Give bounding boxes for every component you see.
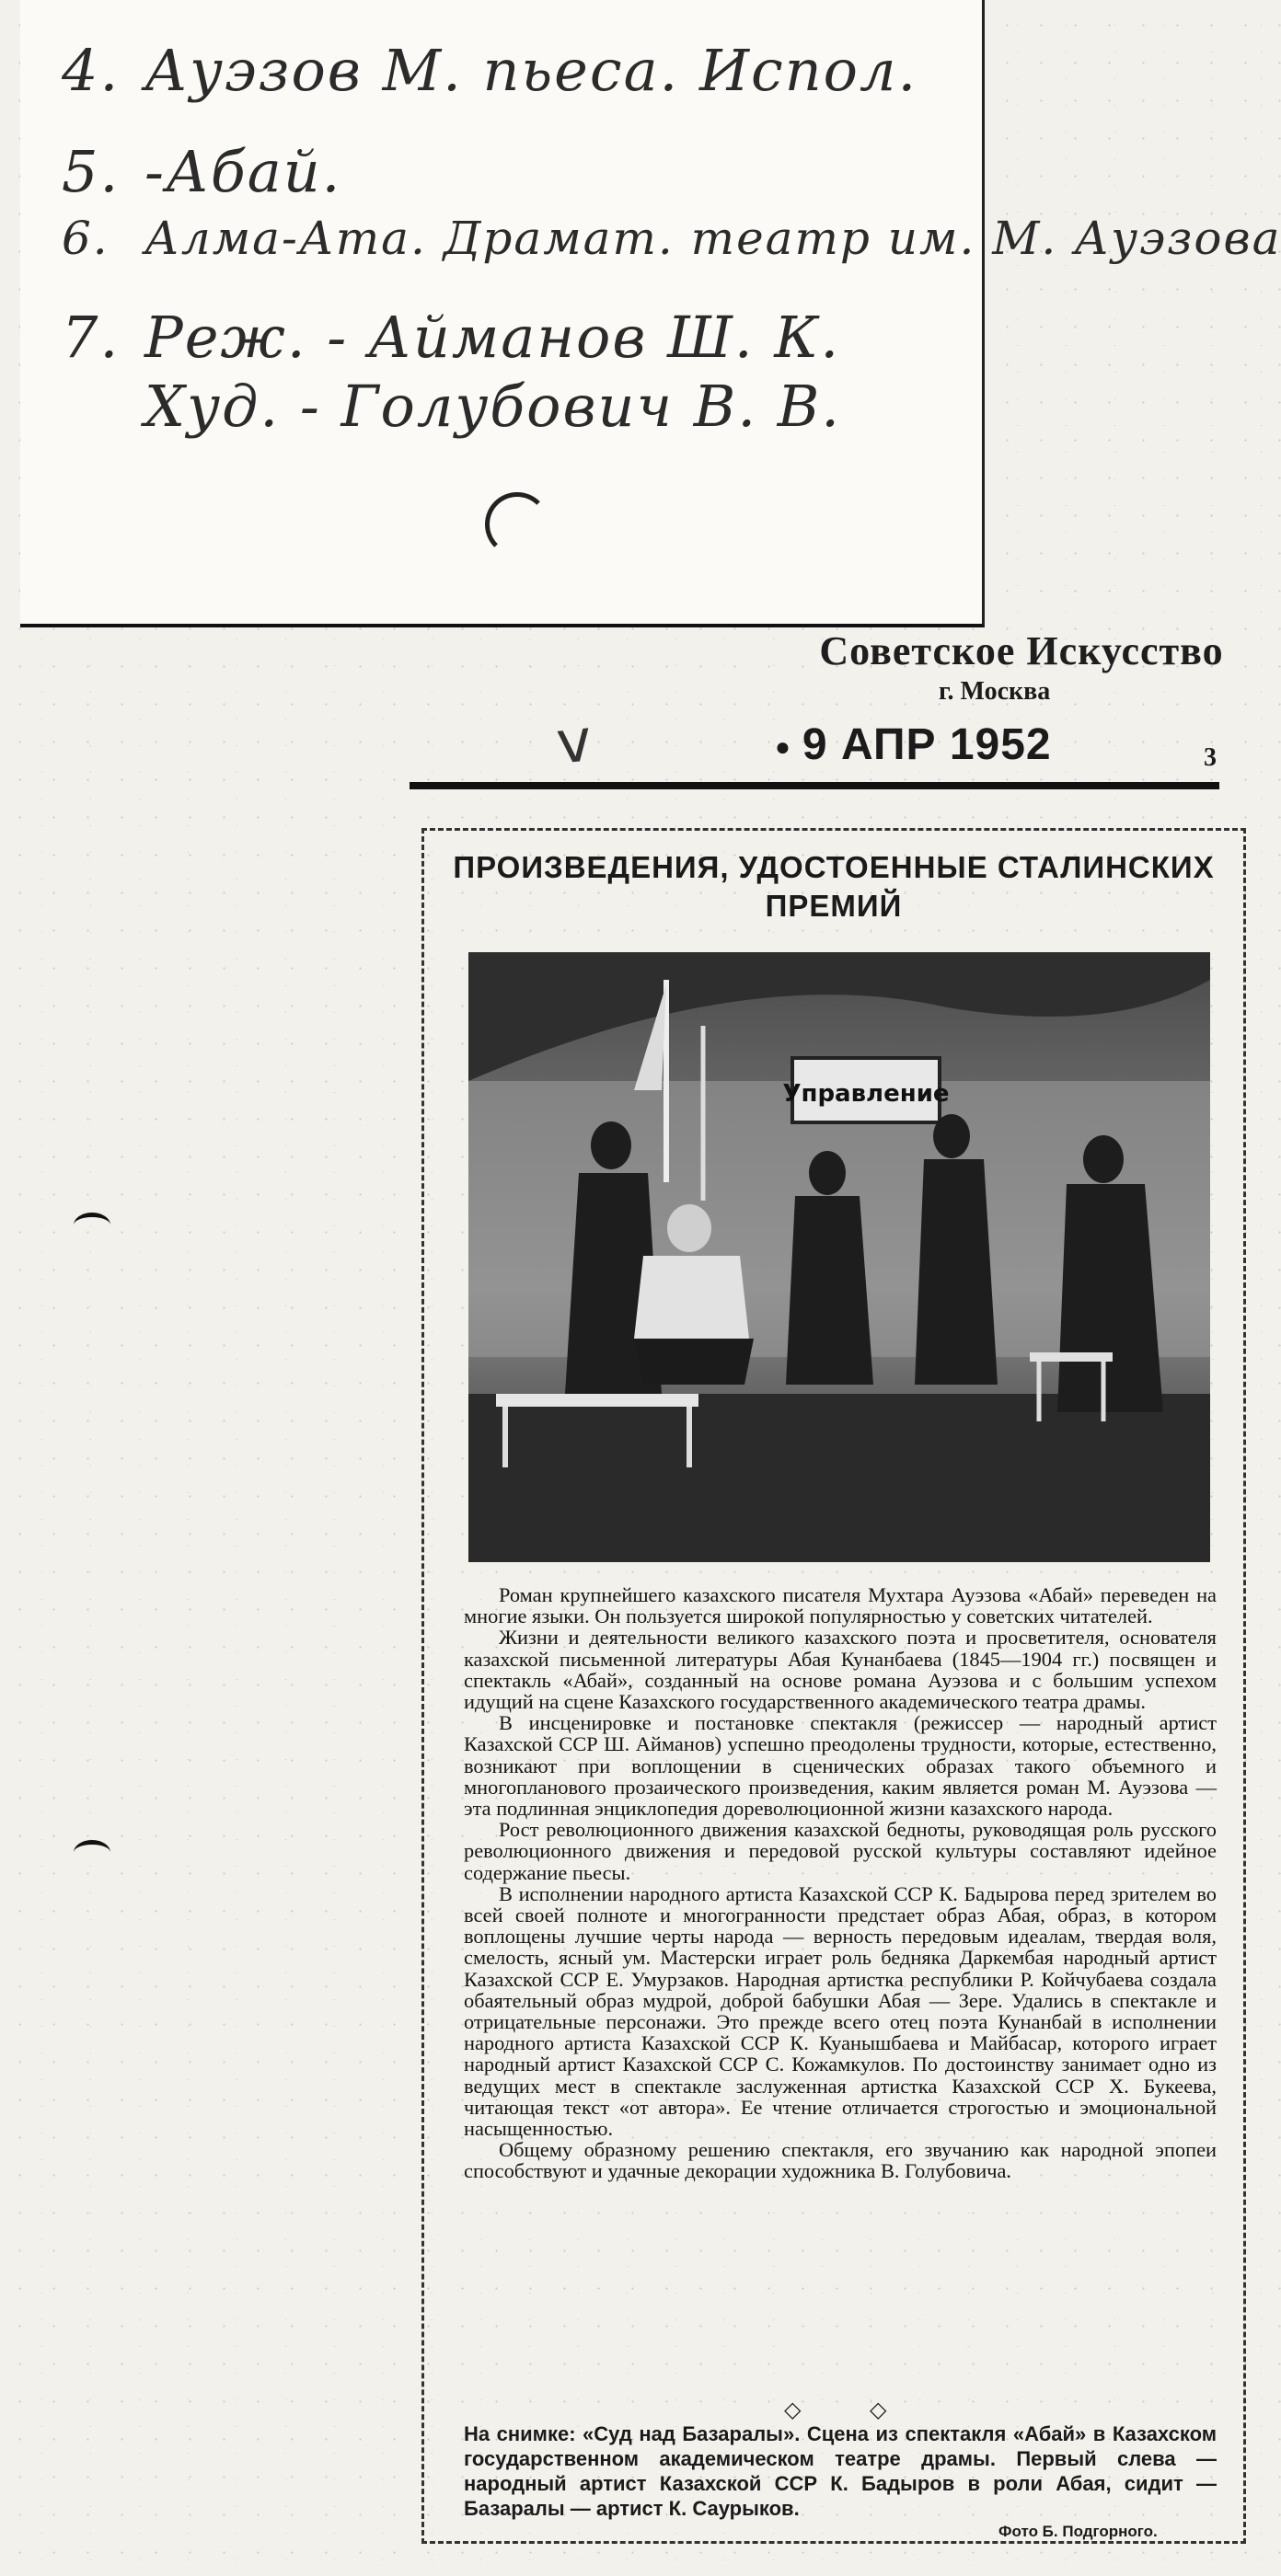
pen-mark bbox=[485, 492, 549, 557]
photo-credit: Фото Б. Подгорного. bbox=[998, 2523, 1158, 2540]
article-body bbox=[464, 1584, 1217, 2182]
stage-photo-image bbox=[468, 952, 1210, 1562]
article-paragraph: Роман крупнейшего казахского писателя Мухтара Ауэзова «Абай» переведен на многие языки. Он пользуется широкой популярностью у советских читателей. bbox=[464, 1583, 1217, 1628]
scan-mark bbox=[74, 1840, 110, 1865]
page-number: 3 bbox=[1204, 743, 1217, 772]
article-paragraph: Общему образному решению спектакля, его звучанию как народной эпопеи способствуют и удачные декорации художника В. Голубовича. bbox=[464, 2138, 1217, 2183]
handwritten-notes-card bbox=[20, 0, 1281, 627]
note-line-7b: Худ. - Голубович В. В. bbox=[144, 373, 841, 440]
bullet-icon: ● bbox=[775, 732, 791, 762]
note-line-4: 4. Ауэзов М. пьеса. Испол. bbox=[62, 37, 918, 104]
scan-mark bbox=[74, 1213, 110, 1237]
photo-sign-text: Управление bbox=[782, 1080, 950, 1108]
diamond-icon: ◇ bbox=[870, 2397, 887, 2422]
newspaper-name: Советское Искусство bbox=[819, 628, 1224, 673]
newspaper-city: г. Москва bbox=[939, 677, 1051, 706]
photo-caption: На снимке: «Суд над Базаралы». Сцена из спектакля «Абай» в Казахском государственном академическом театре драмы. Первый слева — народный артист Казахской ССР К. Бадыров в роли Абая, сидит — Базаралы — артист К. Саурыков. bbox=[464, 2422, 1217, 2520]
article-paragraph: Рост революционного движения казахской бедноты, руководящая роль русского революционного движения и передовой русской культуры составляют идейное содержание пьесы. bbox=[464, 1818, 1217, 1884]
article-headline: ПРОИЗВЕДЕНИЯ, УДОСТОЕННЫЕ СТАЛИНСКИХ ПРЕМИЙ bbox=[453, 850, 1215, 923]
note-line-6: 6. Алма-Ата. Драмат. театр им. М. Ауэзова bbox=[62, 212, 1281, 265]
stage-photo bbox=[468, 952, 1210, 1562]
article-paragraph: В исполнении народного артиста Казахской ССР К. Бадырова перед зрителем во всей своей полноте и многогранности предстает образ Абая, образ, в котором воплощены лучшие черты народа — верность передовым идеалам, твердая воля, смелость, ясный ум. Мастерски играет роль бедняка Даркембая народный артист Казахской ССР Е. Умурзаков. Народная артистка республики Р. Койчубаева создала обаятельный образ мудрой, доброй бабушки Абая — Зере. Удались в спектакле и отрицательные персонажи. Это прежде всего отец поэта Кунанбай в исполнении народного артиста Казахской ССР К. Куанышбаева и Майбасар, которого играет народный артист Казахской ССР С. Кожамкулов. По достоинству занимает одно из ведущих мест в спектакле заслуженная артистка Казахской ССР Х. Букеева, читающая текст «от автора». Ее чтение отличается строгостью и эмоциональной насыщенностью. bbox=[464, 1881, 1217, 2141]
diamond-icon: ◇ bbox=[784, 2397, 802, 2422]
article-paragraph: В инсценировке и постановке спектакля (режиссер — народный артист Казахской ССР Ш. Айманов) успешно преодолены трудности, которые, естественно, возникают при воплощении в сценических образах такого объемного и многопланового прозаического произведения, каким является роман М. Ауэзова — эта подлинная энциклопедия дореволюционной жизни казахского народа. bbox=[464, 1711, 1217, 1821]
article-paragraph: Жизни и деятельности великого казахского поэта и просветителя, основателя казахской письменной литературы Абая Кунанбаева (1845—1904 гг.) посвящен и спектакль «Абай», созданный на основе романа Ауэзова и с большим успехом идущий на сцене Казахского государственного академического театра драмы. bbox=[464, 1626, 1217, 1714]
note-line-5: 5. -Абай. bbox=[62, 138, 342, 205]
pencil-mark: ⅴ bbox=[553, 707, 595, 778]
date-stamp: ● 9 АПР 1952 bbox=[775, 720, 1052, 769]
header-rule bbox=[410, 782, 1219, 789]
note-line-7: 7. Реж. - Айманов Ш. К. bbox=[62, 304, 841, 371]
